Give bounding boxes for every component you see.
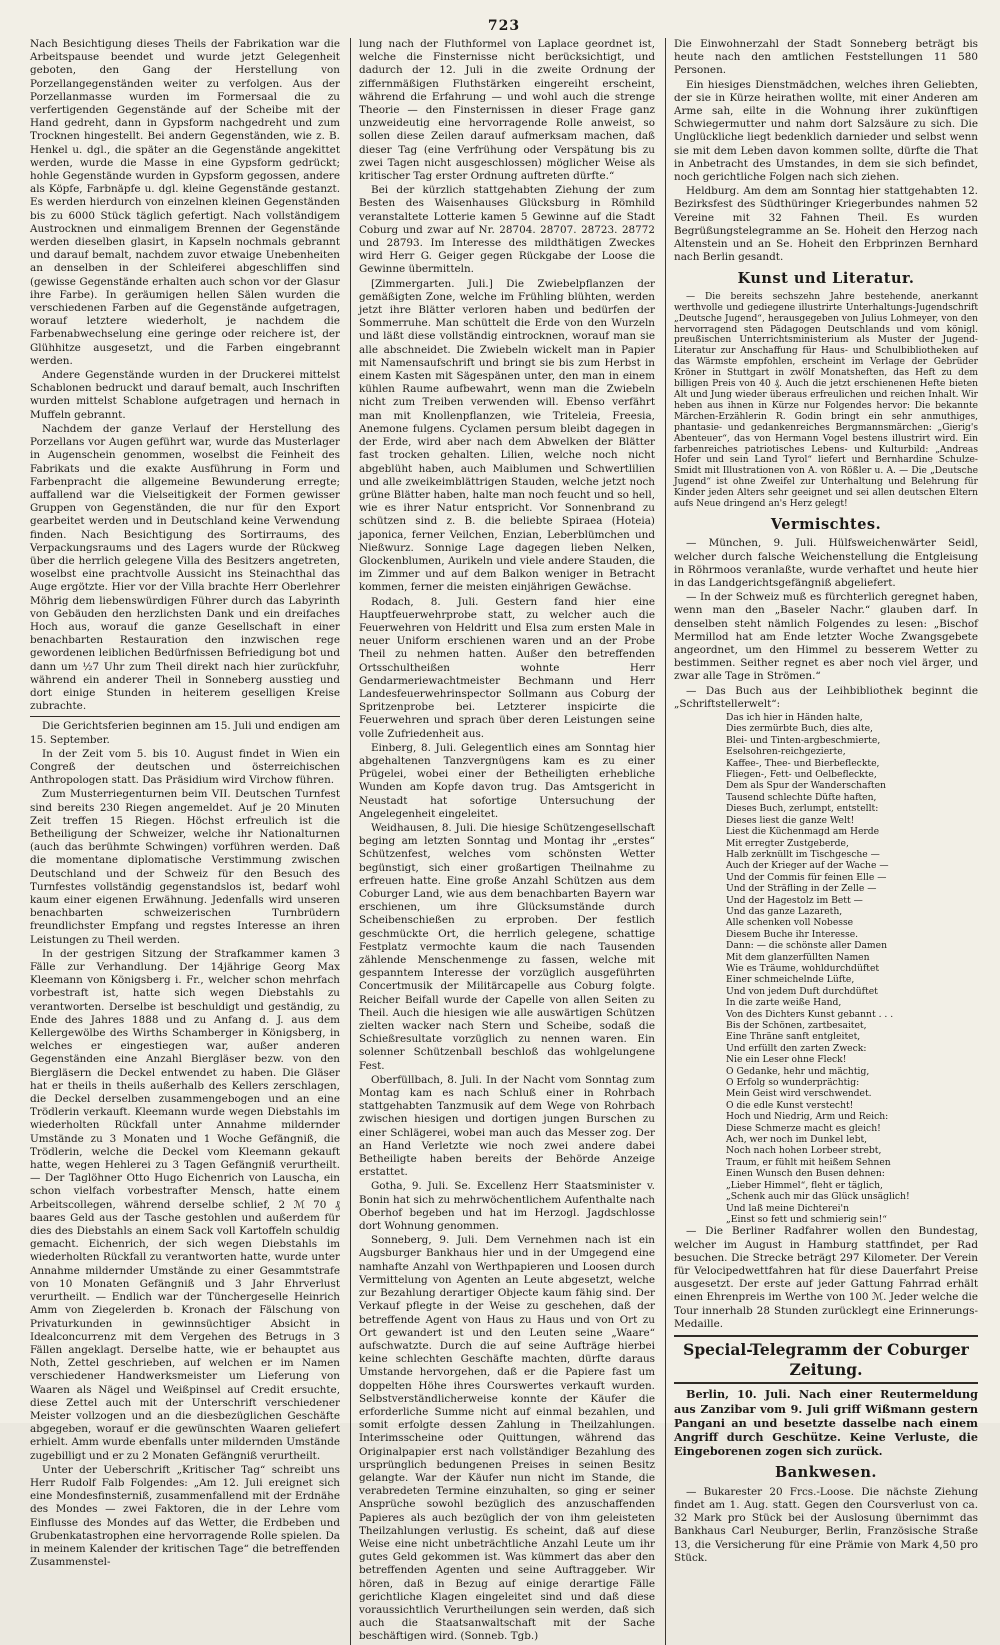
poem-line: Eselsohren-reichgezierte, xyxy=(726,746,846,758)
notice-court-holidays: Die Gerichtsferien beginnen am 15. Juli und endigen am 15. September. xyxy=(30,720,340,746)
poem-line: Diese Schmerze macht es gleich! xyxy=(726,1122,881,1134)
banking-bukarest-loose: — Bukarester 20 Frcs.-Loose. Die nächste Ziehung findet am 1. Aug. statt. Gegen den Coursverlust von ca. 32 Mark pro Stück bei der Auslosung übernimmt das Bankhaus Carl Neuburger, Berlin, Französische Straße 13, die Versicherung für eine Prämie von Mark 4,50 pro Stück. xyxy=(674,1485,978,1564)
misc-muenchen: — München, 9. Juli. Hülfsweichenwärter Seidl, welcher durch falsche Weichenstellung die Entgleisung in Röhrmoos veranlaßte, wurde verhaftet und heute hier in das Landgerichtsgefängniß abgeliefert. xyxy=(674,537,978,589)
article-deutsche-jugend: — Die bereits sechszehn Jahre bestehende, anerkannt werthvolle und gediegene illustrirte Unterhaltungs-Jugendschrift „Deutsche Jugend“, herausgegeben von Julius Lohmeyer, von den hervorragend sten Pädagogen Deutschlands und vom königl. preußischen Unterrichtsministerium als Muster der Jugend-Literatur zur Anschaffung für Haus- und Schulbibliotheken auf das Wärmste empfohlen, erscheint im Verlage der Gebrüder Kröner in Stuttgart in zwölf Monatsheften, das Heft zu dem billigen Preis von 40 ₰. Auch die jetzt erschienenen Hefte bieten Alt und Jung wieder überaus erfreulichen und reichen Inhalt. Wir heben aus ihnen in Kürze nur Folgendes hervor: Die bekannte Märchen-Erzählerin R. Godin bringt ein sehr anmuthiges, phantasie- und gedankenreiches Bergmannsmärchen: „Gierig's Abenteuer“, das von Hermann Vogel bestens illustrirt wird. Ein farbenreiches patriotisches Lebens- und Kulturbild: „Andreas Hofer und sein Land Tyrol“ liefert und Bernhardine Schulze-Smidt mit Illustrationen von A. von Rößler u. A. — Die „Deutsche Jugend“ ist ohne Zweifel zur Unterhaltung und Belehrung für Kinder jeden Alters sehr geeignet und sei allen deutschen Eltern aufs Neue dringend an's Herz gelegt! xyxy=(674,291,978,510)
misc-library-book: — Das Buch aus der Leihbibliothek beginnt die „Schriftstellerwelt“: xyxy=(674,684,978,710)
page-number: 723 xyxy=(487,18,521,34)
report-servant-girl: Ein hiesiges Dienstmädchen, welches ihren Geliebten, der sie in Kürze heirathen wollte, mit einer Anderen am Arme sah, eilte in die Wohnung ihrer zukünftigen Schwiegermutter und nahm dort Salzsäure zu sich. Die Unglückliche liegt bedenklich darnieder und selbst wenn sie mit dem Leben davon kommen sollte, dürfte die That in Anbetracht des Umstandes, in dem sie sich befindet, noch gerichtliche Folgen nach sich ziehen. xyxy=(674,78,978,184)
poem-line: Einer schmeichelnde Lüfte, xyxy=(726,974,855,986)
poem-line: Diesem Buche ihr Interesse. xyxy=(726,928,859,940)
poem-line: Und der Commis für feinen Elle — xyxy=(726,871,887,883)
report-criminal-court: In der gestrigen Sitzung der Strafkammer kamen 3 Fälle zur Verhandlung. Der 14jährige Georg Max Kleemann von Königsberg i. Fr., welcher schon mehrfach vorbestraft ist, hatte sich wegen Diebstahls zu verantworten. Derselbe ist beschuldigt und geständig, zu Ende des Jahres 1888 und zu Anfang d. J. aus dem Kellergewölbe des Wirths Schamberger in Königsberg, in welches er eingestiegen war, außer anderen Gegenständen eine Anzahl Biergläser bezw. von den Biergläsern die Deckel entwendet zu haben. Die Gläser hat er theils in theils außerhalb des Kellers zerschlagen, die Deckel derselben zusammengebogen und an eine Trödlerin verkauft. Kleemann wurde wegen Diebstahls im wiederholten Rückfall unter Annahme mildernder Umstände zu 3 Monaten und 1 Woche Gefängniß, die Trödlerin, welche die Deckel vom Kleemann gekauft hatte, wegen Hehlerei zu 3 Tagen Gefängniß verurtheilt. — Der Taglöhner Otto Hugo Eichenrich von Lauscha, ein schon vielfach vorbestrafter Mensch, hatte einem Arbeitscollegen, während derselbe schlief, 2 ℳ 70 ₰ baares Geld aus der Tasche gestohlen und außerdem für dies des Diebstahls an einem Sack voll Kartoffeln schuldig gemacht. Eichenrich, der sich wegen Diebstahls im wiederholten Rückfall zu verantworten hatte, wurde unter Annahme mildernder Umstände zu einer Gesammtstrafe von 10 Monaten Gefängniß und 3 Jahr Ehrverlust verurtheilt. — Endlich war der Tünchergeselle Heinrich Amm von Ziegelerden b. Kronach der Fälschung von Privaturkunden in gewinnsüchtiger Absicht in Idealconcurrenz mit dem Vergehen des Betrugs in 3 Fällen angeklagt. Derselbe hatte, wie er behauptet aus Noth, Zettel geschrieben, auf welchen er im Namen verschiedener Handwerksmeister um Lieferung von Waaren als Nägel und Weißpinsel auf Credit ersuchte, diese Zettel auch mit der Unterschrift verschiedener Meister vollzogen und an die diesbezüglichen Geschäfte abgegeben, worauf er die gewünschten Waaren geliefert erhielt. Amm wurde ebenfalls unter mildernden Umstände zugebilligt und er zu 2 Monaten Gefängniß verurtheilt. xyxy=(30,947,340,1462)
misc-switzerland: — In der Schweiz muß es fürchterlich geregnet haben, wenn man den „Baseler Nachr.“ glauben darf. In denselben steht nämlich Folgendes zu lesen: „Bischof Mermillod hat am Ende letzter Woche Zwangsgebete angeordnet, um den Himmel zu besserem Wetter zu bestimmen. Seither regnet es aber noch viel ärger, und zwar alle Tage in Strömen.“ xyxy=(674,591,978,683)
notice-population: Die Einwohnerzahl der Stadt Sonneberg beträgt bis heute nach den amtlichen Feststellungen 11 580 Personen. xyxy=(674,38,978,77)
article-porcelain-visit: Nachdem der ganze Verlauf der Herstellung des Porzellans vor Augen geführt war, wurde das Musterlager in Augenschein genommen, woselbst die Feinheit des Fabrikats und die exakte Ausführung in Form und Farbenpracht die allgemeine Bewunderung erregte; auffallend war die Vielseitigkeit der Formen gewisser Gruppen von Gegenständen, die nur für den Export gearbeitet werden und in Deutschland keine Verwendung finden. Nach Besichtigung des Sortirraums, des Verpackungsraums und des Lagers wurde der Rückweg über die herrlich gelegene Villa des Besitzers angetreten, woselbst eine prachtvolle Aussicht ins Steinachthal das Auge ergötzte. Hier vor der Villa brachte Herr Oberlehrer Möhrig dem liebenswürdigen Führer durch das Labyrinth von Gebäuden den herzlichsten Dank und ein dreifaches Hoch aus, worauf die ganze Gesellschaft in einer benachbarten Restauration den inzwischen rege gewordenen leiblichen Bedürfnissen Befriedigung bot und dann um ½7 Uhr zum Theil direkt nach hier zurückfuhr, während ein anderer Theil in Sonneberg ausstieg und dort einige Stunden in heiterem geselligen Kreise zubrachte. xyxy=(30,422,340,713)
poem-line: O Erfolg so wunderprächtig: xyxy=(726,1077,860,1089)
notice-turnfest: Zum Musterriegenturnen beim VII. Deutschen Turnfest sind bereits 230 Riegen angemeldet. Auf je 20 Minuten Zeit treffen 15 Riegen. Höchst erfreulich ist die Betheiligung der Schweizer, welche ihr Nationalturnen (auch das berühmte Schwingen) vorführen werden. Daß die momentane diplomatische Verstimmung zwischen Deutschland und der Schweiz für den Besuch des Turnfestes vollständig gegenstandslos ist, bedarf wohl kaum einer eigenen Erwähnung. Jedenfalls wird unseren benachbarten schweizerischen Turnbrüdern freundlichster Empfang und regstes Interesse an ihren Leistungen zu Theil werden. xyxy=(30,788,340,946)
poem-line: Mit dem glanzerfüllten Namen xyxy=(726,951,870,963)
report-sonneberg: Sonneberg, 9. Juli. Dem Vernehmen nach ist ein Augsburger Bankhaus hier und in der Umgegend eine namhafte Anzahl von Werthpapieren und Loosen durch Vermittelung von Agenten an Leute abgesetzt, welche zur Bezahlung derartiger Objecte kaum fähig sind. Der Verkauf pflegte in der Weise zu geschehen, daß der betreffende Agent von Haus zu Haus und von Ort zu Ort gewandert ist und den Leuten seine „Waare“ aufschwatzte. Durch die auf seine Aufträge hierbei keine schlechten Geschäfte machten, dürfte daraus Umstande hervorgehen, daß er die Papiere fast um doppelten Höhe ihres Courswertes verkauft wurden. Selbstverständlicherweise konnte der Käufer die erforderliche Summe nicht auf einmal bezahlen, und somit erfolgte dessen Zahlung in Theilzahlungen. Interimsscheine oder Quittungen, während das Originalpapier erst nach vollständiger Bezahlung des ursprünglich bedungenen Preises in seinen Besitz gelangte. War der Käufer nun nicht im Stande, die verabredeten Termine einzuhalten, so ging er seiner Ansprüche sowohl bezüglich des anzuschaffenden Papieres als auch bezüglich der von ihm geleisteten Theilzahlungen verlustig. Es scheint, daß auf diese Weise eine nicht unbeträchtliche Anzahl Leute um ihr gutes Geld gekommen ist. Was kümmert das aber den betreffenden Agenten und seine Auftraggeber. Wir hören, daß in Bezug auf einige derartige Fälle gerichtliche Klagen eingeleitet sind und daß diese voraussichtlich Verurtheilungen sein werden, daß sich auch die Staatsanwaltschaft mit der Sache beschäftigen wird. (Sonneb. Tgb.) xyxy=(359,1234,655,1643)
report-weidhausen: Weidhausen, 8. Juli. Die hiesige Schützengesellschaft beging am letzten Sonntag und Montag ihr „erstes“ Schützenfest, welches vom schönsten Wetter begünstigt, sich einer großartigen Theilnahme zu erfreuen hatte. Eine große Anzahl Schützen aus dem Coburger Land, wie aus dem benachbarten Bayern war erschienen, um ihre Glücksumstände durch Scheibenschießen zu erproben. Der festlich geschmückte Ort, die herrlich gelegene, schattige Festplatz vermochte kaum die nach Tausenden zählende Menschenmenge zu fassen, welche mit gespanntem Interesse der vorzüglich ausgeführten Concertmusik der Militärcapelle aus Coburg folgte. Reicher Beifall wurde der Capelle von allen Seiten zu Theil. Auch die hiesigen wie alle auswärtigen Schützen zielten wacker nach Stern und Scheibe, sodaß die Schießresultate vorzüglich zu nennen waren. Ein solenner Schützenball beschloß das wohlgelungene Fest. xyxy=(359,821,655,1072)
poem-line: Einen Wunsch den Busen dehnen: xyxy=(726,1168,885,1180)
divider xyxy=(30,716,340,717)
poem-line: Halb zerknüllt im Tischgesche — xyxy=(726,848,880,860)
poem-line: Dann: — die schönste aller Damen xyxy=(726,940,887,952)
article-porcelain: Nach Besichtigung dieses Theils der Fabrikation war die Arbeitspause beendet und wurde jetzt Gelegenheit geboten, den Gang der Herstellung von Porzellangegenständen weiter zu verfolgen. Aus der Porzellanmasse wurden im Formersaal die zu verfertigenden Gegenstände auf der Scheibe mit der Hand gedreht, dann in Gypsform nachgedreht und zum Trocknen hingestellt. Bei andern Gegenständen, wie z. B. Henkel u. dgl., die später an die Gegenstände angekittet werden, wurde die Masse in eine Gypsform gedrückt; hohle Gegenstände wurden in Gypsform gegossen, andere als Köpfe, Farbnäpfe u. dgl. kleine Gegenstände gestanzt. Es werden hierdurch von einzelnen kleinen Gegenständen bis zu 6000 Stück täglich gefertigt. Nach vollständigem Austrocknen und einmaligem Brennen der Gegenstände werden dieselben glasirt, in Kapseln nochmals gebrannt und darauf bemalt, nachdem zuvor etwaige Unebenheiten an denselben in der Schleiferei abgeschliffen sind (gewisse Gegenstände erhalten auch schon vor der Glasur ihre Farbe). In geräumigen hellen Sälen wurden die verschiedenen Farben auf die Gegenstände aufgetragen, worauf letztere wiederholt, je nachdem die Farbenabwechselung eine geringe oder reichere ist, der Glühhitze ausgesetzt, und die Farben eingebrannt werden. xyxy=(30,38,340,367)
report-gotha: Gotha, 9. Juli. Se. Excellenz Herr Staatsminister v. Bonin hat sich zu mehrwöchentlichem Aufenthalte nach Oberhof begeben und hat im Herzogl. Jagdschlosse dort Wohnung genommen. xyxy=(359,1180,655,1233)
poem-line: Und das ganze Lazareth, xyxy=(726,905,843,917)
poem xyxy=(674,712,978,1225)
poem-line: Auch der Krieger auf der Wache — xyxy=(726,860,889,872)
poem-line: Nie ein Leser ohne Fleck! xyxy=(726,1054,847,1066)
article-critical-day-cont: lung nach der Fluthformel von Laplace geordnet ist, welche die Finsternisse nicht berücksichtigt, und dadurch der 12. Juli in die zweite Ordnung der ziffernmäßigen Fluthstärken eingereiht erscheint, während die Erfahrung — und wohl auch die strenge Theorie — den Finsternissen in dieser Frage ganz unzweideutig eine hervorragende Rolle anweist, so sollen diese Zeilen darauf aufmerksam machen, daß dieser Tag (eine Verfrühung oder Verspätung bis zu zwei Tagen nicht ausgeschlossen) möglicher Weise als kritischer Tag erster Ordnung auftreten dürfte.“ xyxy=(359,38,655,183)
poem-line: Und der Hagestolz im Bett — xyxy=(726,894,863,906)
poem-line: Und der Sträfling in der Zelle — xyxy=(726,883,877,895)
special-telegram-text: Berlin, 10. Juli. Nach einer Reutermeldung aus Zanzibar vom 9. Juli griff Wißmann gestern Pangani an und besetzte dasselbe nach einem Angriff durch Geschütze. Keine Verluste, die Eingeborenen zogen sich zurück. xyxy=(674,1387,978,1459)
poem-line: Das ich hier in Händen halte, xyxy=(726,712,863,724)
poem-line: Und laß meine Dichterei'n xyxy=(726,1202,850,1214)
misc-berlin-cyclists: — Die Berliner Radfahrer wollen den Bundestag, welcher im August in Hamburg stattfindet, per Rad besuchen. Die Strecke beträgt 297 Kilometer. Der Verein für Velocipedwettfahren hat für diese Dauerfahrt Preise ausgesetzt. Der erste auf jeder Gattung Fahrrad erhält einen Ehrenpreis im Werthe von 100 ℳ. Jeder welche die Tour innerhalb 28 Stunden zurücklegt eine Erinnerungs-Medaille. xyxy=(674,1225,978,1330)
article-critical-day: Unter der Ueberschrift „Kritischer Tag“ schreibt uns Herr Rudolf Falb Folgendes: „Am 12. Juli ereignet sich eine Mondesfinsterniß, zusammenfallend mit der Erdnähe des Mondes — zwei Faktoren, die in der Lehre vom Einflusse des Mondes auf das Wetter, die Erdbeben und Grubenkatastrophen eine hervorragende Rolle spielen. Da in meinem Kalender der kritischen Tage“ die betreffenden Zusammenstel- xyxy=(30,1463,340,1569)
notice-lottery: Bei der kürzlich stattgehabten Ziehung der zum Besten des Waisenhauses Glücksburg in Römhild veranstaltete Lotterie kamen 5 Gewinne auf die Stadt Coburg und zwar auf Nr. 28704. 28707. 28723. 28772 und 28793. Im Interesse des mildthätigen Zweckes wird Herr G. Geiger gegen Rückgabe der Loose die Gewinne übermitteln. xyxy=(359,184,655,276)
poem-line: In die zarte weiße Hand, xyxy=(726,997,842,1009)
poem-line: Und von jedem Duft durchdüftet xyxy=(726,985,878,997)
poem-line: „Einst so fett und schmierig sein!“ xyxy=(726,1213,887,1225)
poem-line: Mit erregter Zustgeberde, xyxy=(726,837,849,849)
poem-line: O die edle Kunst verstecht! xyxy=(726,1099,854,1111)
poem-line: Kaffee-, Thee- und Bierbefleckte, xyxy=(726,757,880,769)
notice-anthropologists: In der Zeit vom 5. bis 10. August findet in Wien ein Congreß der deutschen und österreichischen Anthropologen statt. Das Präsidium wird Virchow führen. xyxy=(30,747,340,787)
poem-line: Dieses liest die ganze Welt! xyxy=(726,814,855,826)
poem-line: Traum, er fühlt mit heißem Sehnen xyxy=(726,1156,891,1168)
article-room-garden: [Zimmergarten. Juli.] Die Zwiebelpflanzen der gemäßigten Zone, welche im Frühling blühten, werden jetzt ihre Blätter verloren haben und bedürfen der Sommerruhe. Man schüttelt die Erde von den Wurzeln und läßt diese vollständig eintrocknen, worauf man sie alle abschneidet. Die Zwiebeln wickelt man in Papier mit Namensaufschrift und bringt sie bis zum Herbst in einem Kasten mit Sägespänen unter, den man in einem kühlen Raume aufbewahrt, wenn man die Zwiebeln nicht zum Treiben verwenden will. Ebenso verfährt man mit Knollenpflanzen, wie Triteleia, Freesia, Anemone fulgens. Cyclamen persum bleibt dagegen in der Erde, wird aber nach dem Abwelken der Blätter fast trocken gehalten. Lilien, welche noch nicht abgeblüht haben, auch Maiblumen und Schwertlilien und alle zweikeimblättrigen Stauden, welche jetzt noch grüne Blätter haben, halte man noch feucht und so hell, wie es ihrer Natur entspricht. Vor Sonnenbrand zu schützen sind z. B. die beliebte Spiraea (Hoteia) japonica, ferner Veilchen, Enzian, Leberblümchen und Nießwurz. Sonnige Lage dagegen lieben Nelken, Glockenblumen, Aurikeln und viele andere Stauden, die im Zimmer und auf dem Balkon weniger in Betracht kommen, ferner die meisten einjährigen Gewächse. xyxy=(359,277,655,594)
poem-line: Ach, wer noch im Dunkel lebt, xyxy=(726,1134,868,1146)
poem-line: Dieses Buch, zerlumpt, entstellt: xyxy=(726,803,879,815)
poem-line: Noch nach hohen Lorbeer strebt, xyxy=(726,1145,882,1157)
column-right xyxy=(665,38,978,1645)
article-porcelain-print: Andere Gegenstände wurden in der Druckerei mittelst Schablonen bedruckt und darauf bemalt, auch Inschriften wurden mittelst Schablone aufgetragen und hernach in Muffeln gebrannt. xyxy=(30,369,340,421)
report-rodach: Rodach, 8. Juli. Gestern fand hier eine Hauptfeuerwehrprobe statt, zu welcher auch die Feuerwehren von Heldritt und Elsa zum ersten Male in neuer Uniform erschienen waren und an der Probe Theil zu nehmen hatten. Außer den betreffenden Ortsschultheißen wohnte Herr Gendarmeriewachtmeister Bechmann und Herr Landesfeuerwehrinspector Sollmann aus Coburg der Spritzenprobe bei. Letzterer inspicirte die Feuerwehren und sprach über deren Leistungen seine volle Zufriedenheit aus. xyxy=(359,595,655,740)
poem-line: Dies zermürbte Buch, dies alte, xyxy=(726,723,873,735)
poem-line: Mein Geist wird verschwendet. xyxy=(726,1088,872,1100)
column-left xyxy=(30,38,340,1645)
column-middle xyxy=(350,38,655,1645)
poem-line: Blei- und Tinten-argbeschmierte, xyxy=(726,734,881,746)
poem-line: Bis der Schönen, zartbesaitet, xyxy=(726,1020,867,1031)
poem-line: Eine Thräne sanft entgleitet, xyxy=(726,1031,861,1043)
poem-line: Dem als Spur der Wanderschaften xyxy=(726,780,886,792)
report-einberg: Einberg, 8. Juli. Gelegentlich eines am Sonntag hier abgehaltenen Tanzvergnügens kam es zu einer Prügelei, wobei einer der Betheiligten erhebliche Wunden am Kopfe davon trug. Das Amtsgericht in Neustadt hat sofortige Untersuchung der Angelegenheit eingeleitet. xyxy=(359,741,655,820)
columns xyxy=(30,38,978,1643)
report-heldburg: Heldburg. Am dem am Sonntag hier stattgehabten 12. Bezirksfest des Südthüringer Kriegerbundes nahmen 52 Vereine mit 32 Fahnen Theil. Es wurden Begrüßungstelegramme an Se. Hoheit den Herzog nach Altenstein und an Se. Hoheit den Erbprinzen Bernhard nach Berlin gesandt. xyxy=(674,185,978,264)
poem-line: Von des Dichters Kunst gebannt . . . xyxy=(726,1008,894,1020)
poem-line: Fliegen-, Fett- und Oelbefleckte, xyxy=(726,769,877,781)
poem-line: Alle schenken voll Nobesse xyxy=(726,917,854,929)
poem-line: Liest die Küchenmagd am Herde xyxy=(726,826,880,838)
poem-line: „Lieber Himmel“, fleht er täglich, xyxy=(726,1179,883,1191)
heading-banking: Bankwesen. xyxy=(775,1464,877,1482)
poem-line: Wie es Träume, wohldurchdüftet xyxy=(726,962,880,974)
poem-line: Und erfüllt den zarten Zweck: xyxy=(726,1042,867,1054)
poem-line: Tausend schlechte Düfte haften, xyxy=(726,791,877,803)
poem-line: „Schenk auch mir das Glück unsäglich! xyxy=(726,1191,910,1203)
poem-line: Hoch und Niedrig, Arm und Reich: xyxy=(726,1111,889,1123)
heading-special-telegram: Special-Telegramm der Coburger Zeitung. xyxy=(674,1335,978,1384)
report-oberfuellbach: Oberfüllbach, 8. Juli. In der Nacht vom Sonntag zum Montag kam es nach Schluß einer in Rohrbach stattgehabten Tanzmusik auf dem Wege von Rohrbach zwischen hiesigen und dortigen jungen Burschen zu einer Schlägerei, wobei man auch das Messer zog. Der an Hand Verletzte wie noch zwei andere dabei Betheiligte haben bereits der Behörde Anzeige erstattet. xyxy=(359,1073,655,1179)
heading-miscellaneous: Vermischtes. xyxy=(770,515,882,533)
heading-art-literature: Kunst und Literatur. xyxy=(737,270,915,288)
poem-line: O Gedanke, hehr und mächtig, xyxy=(726,1065,870,1077)
